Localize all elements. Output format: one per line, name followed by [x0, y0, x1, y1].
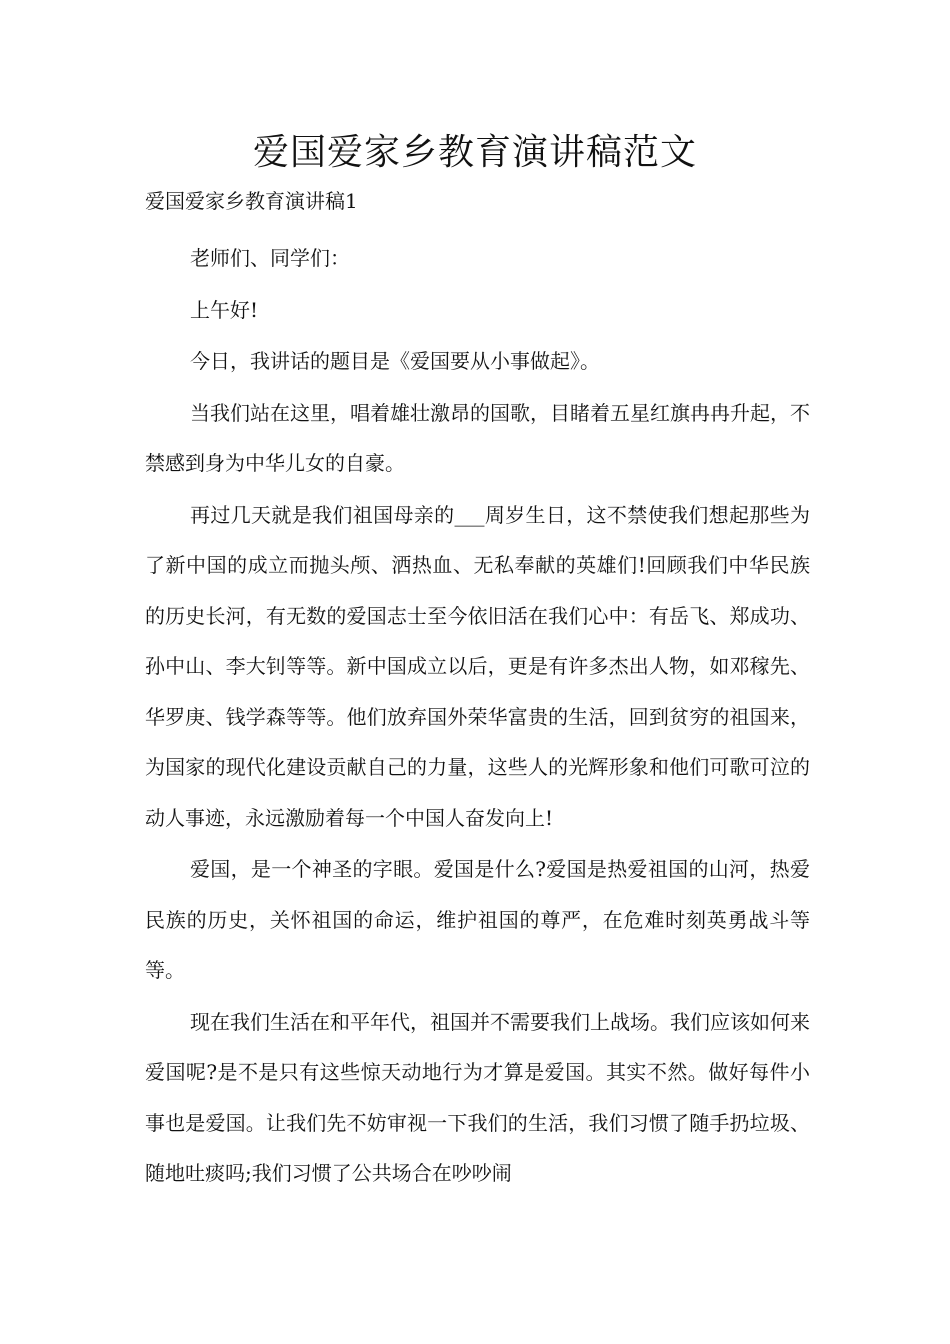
document-body [145, 233, 810, 1200]
paragraph-anthem: 当我们站在这里，唱着雄壮激昂的国歌，目睹着五星红旗冉冉升起，不禁感到身为中华儿女的自豪。 [145, 400, 810, 475]
paragraph-topic: 今日，我讲话的题目是《爱国要从小事做起》。 [190, 349, 600, 373]
paragraph-peacetime: 现在我们生活在和平年代，祖国并不需要我们上战场。我们应该如何来爱国呢?是不是只有这些惊天动地行为才算是爱国。其实不然。做好每件小事也是爱国。让我们先不妨审视一下我们的生活，我们习惯了随手扔垃圾、随地吐痰吗;我们习惯了公共场合在吵吵闹 [145, 1009, 810, 1185]
paragraph-good-morning: 上午好! [190, 297, 259, 322]
document-title: 爱国爱家乡教育演讲稿范文 [252, 132, 697, 173]
paragraph-greeting: 老师们、同学们： [190, 246, 350, 270]
document-subtitle: 爱国爱家乡教育演讲稿1 [145, 189, 358, 213]
paragraph-patriotism: 爱国，是一个神圣的字眼。爱国是什么?爱国是热爱祖国的山河，热爱民族的历史，关怀祖国的命运，维护祖国的尊严，在危难时刻英勇战斗等等。 [145, 857, 810, 982]
paragraph-heroes: 再过几天就是我们祖国母亲的___周岁生日，这不禁使我们想起那些为了新中国的成立而抛头颅、洒热血、无私奉献的英雄们!回顾我们中华民族的历史长河，有无数的爱国志士至今依旧活在我们心中：有岳飞、郑成功、孙中山、李大钊等等。新中国成立以后，更是有许多杰出人物，如邓稼先、华罗庚、钱学森等等。他们放弃国外荣华富贵的生活，回到贫穷的祖国来，为国家的现代化建设贡献自己的力量，这些人的光辉形象和他们可歌可泣的动人事迹，永远激励着每一个中国人奋发向上! [145, 502, 810, 830]
